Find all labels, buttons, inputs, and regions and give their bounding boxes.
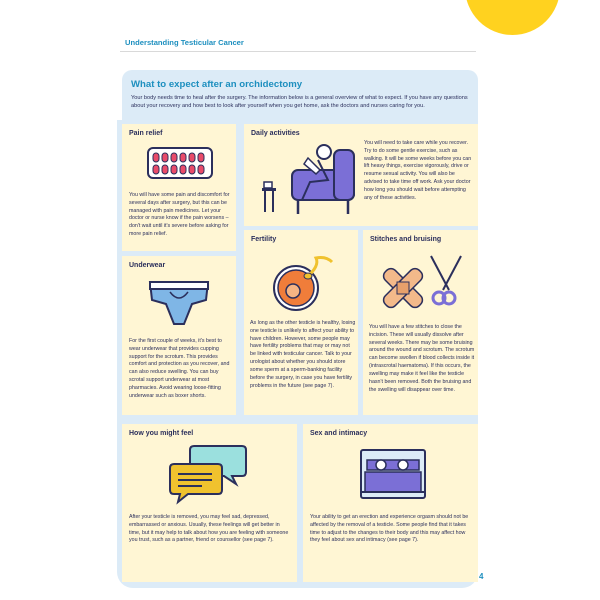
sperm-egg-icon bbox=[266, 252, 338, 314]
card-title: Pain relief bbox=[129, 130, 163, 137]
header-rule bbox=[120, 51, 476, 52]
intro-body: Your body needs time to heal after the surgery. The information below is a general overview of what to expect. If you have any questions about your recovery and how best to look after yourself when you get home, ask the doctors and nurses caring for you. bbox=[131, 95, 468, 110]
card-body: For the first couple of weeks, it's best to wear underwear that provides cupping support for the scrotum. This provides comfort and protection as you recover, and can also reduce swelling. You can buy scrotal support underwear at most pharmacies. Avoid wearing loose-fitting underwear such as boxer shorts. bbox=[129, 338, 230, 399]
page-number: 4 bbox=[479, 572, 484, 581]
card-title: Underwear bbox=[129, 262, 166, 269]
card-fertility bbox=[244, 230, 358, 415]
intro-panel bbox=[122, 70, 478, 120]
intro-title: What to expect after an orchidectomy bbox=[131, 79, 303, 90]
couple-in-bed-icon bbox=[357, 446, 429, 502]
card-title: Sex and intimacy bbox=[310, 430, 368, 437]
card-sex-intimacy bbox=[303, 424, 478, 582]
card-body: As long as the other testicle is healthy, losing one testicle is unlikely to affect your ability to have children. However, some people may have fertility problems that may or may not be linked with testicular cancer. Talk to your urologist about whether you should store some sperm at a sperm-banking facility before the surgery, in case you have fertility problems in the future (see page 7). bbox=[250, 320, 356, 389]
card-title: Fertility bbox=[251, 236, 277, 243]
person-reading-in-armchair-icon bbox=[258, 140, 358, 220]
bandage-scissors-icon bbox=[373, 250, 467, 314]
pill-blister-icon bbox=[146, 146, 214, 180]
card-body: You will have some pain and discomfort for several days after surgery, but this can be managed with pain medicines. Let your doctor or nurse know if the pain worsens – don't wait until it's severe before asking for more pain relief. bbox=[129, 192, 230, 238]
card-daily-activities bbox=[244, 124, 478, 226]
card-body: Your ability to get an erection and experience orgasm should not be affected by the removal of a testicle. Some people find that it takes time to adjust to the changes to their body and this may affect how they feel about sex and intimacy (see page 7). bbox=[310, 514, 469, 544]
briefs-icon bbox=[146, 278, 212, 328]
card-title: How you might feel bbox=[129, 430, 194, 437]
card-body: You will need to take care while you recover. Try to do some gentle exercise, such as walking. It will be some weeks before you can lift heavy things, exercise vigorously, drive or resume sexual activity. You will also be advised to take time off work. Ask your doctor how long you should wait before attempting any of these activities. bbox=[364, 140, 472, 201]
card-title: Daily activities bbox=[251, 130, 300, 137]
decorative-yellow-shape bbox=[465, 0, 560, 35]
speech-bubbles-icon bbox=[168, 442, 248, 508]
card-body: After your testicle is removed, you may feel sad, depressed, embarrassed or anxious. Usually, these feelings will get better in time, but it may help to talk about how you are feeling with someone you trust, such as a partner, friend or counsellor (see page 7). bbox=[129, 514, 289, 544]
running-header: Understanding Testicular Cancer bbox=[125, 38, 244, 47]
card-title: Stitches and bruising bbox=[370, 236, 442, 243]
card-stitches-bruising bbox=[363, 230, 478, 415]
card-pain-relief bbox=[122, 124, 236, 251]
card-how-you-might-feel bbox=[122, 424, 297, 582]
card-body: You will have a few stitches to close the incision. These will usually dissolve after several weeks. There may be some bruising around the wound and scrotum. The scrotum can become swollen if blood collects inside it (intrascrotal haematoma). If this occurs, the swelling may make it feel like the testicle hasn't been removed. Both the bruising and the swelling will disappear over time. bbox=[369, 324, 475, 393]
card-underwear bbox=[122, 256, 236, 415]
